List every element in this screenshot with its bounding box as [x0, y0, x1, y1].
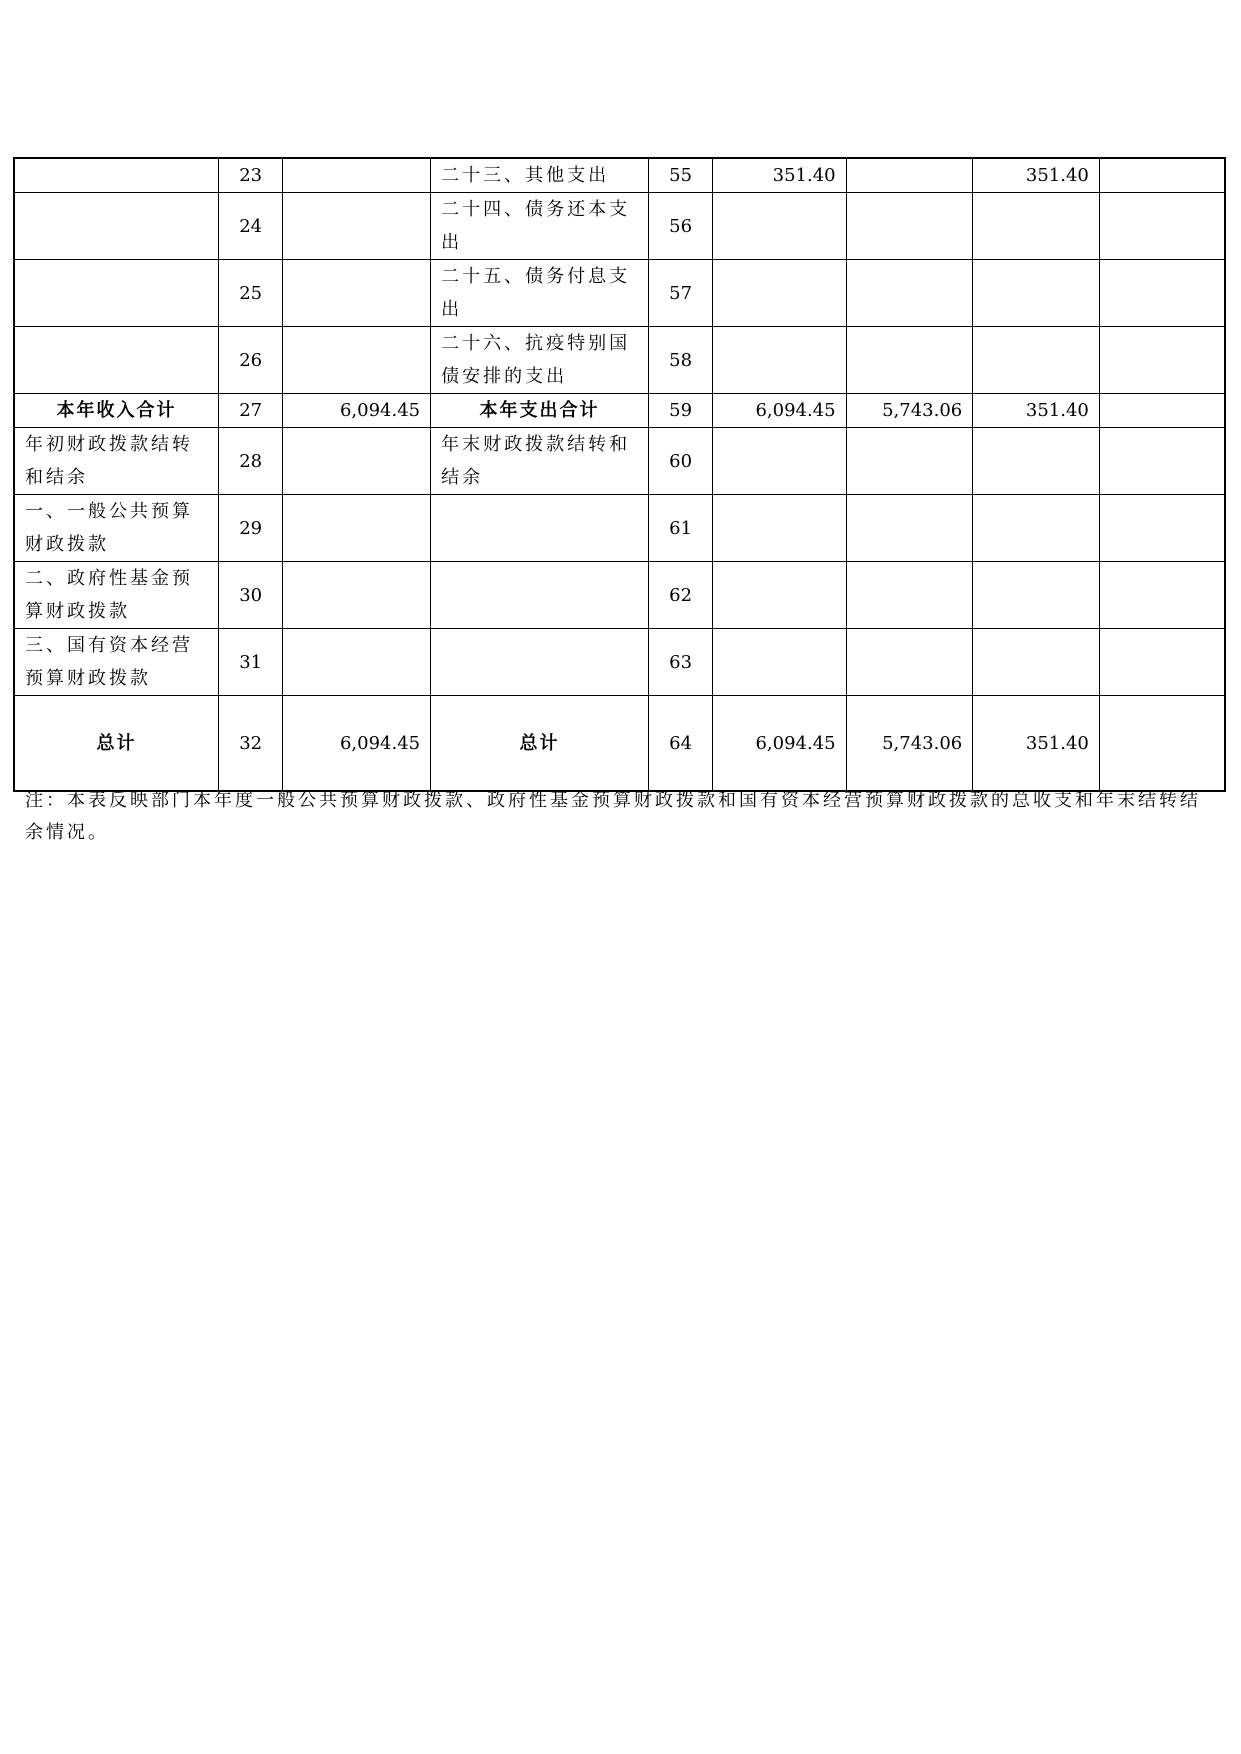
expense-total	[713, 193, 846, 260]
income-line-no: 29	[218, 495, 282, 562]
income-line-no: 25	[218, 260, 282, 327]
expense-fund-budget	[973, 629, 1100, 696]
income-item-cell	[14, 193, 218, 260]
grand-total-income-amount: 6,094.45	[283, 696, 431, 792]
expense-item-cell	[431, 629, 649, 696]
expense-fund-budget	[973, 495, 1100, 562]
expense-general-budget	[846, 562, 973, 629]
expense-total	[713, 327, 846, 394]
expense-fund-budget	[973, 327, 1100, 394]
income-line-no: 28	[218, 428, 282, 495]
grand-total-expense-label: 总计	[431, 696, 649, 792]
income-amount	[283, 428, 431, 495]
expense-general-budget	[846, 260, 973, 327]
expense-fund-budget	[973, 428, 1100, 495]
annual-expense-capital-budget	[1099, 394, 1225, 428]
income-line-no: 27	[218, 394, 282, 428]
expense-item-cell: 年末财政拨款结转和结余	[431, 428, 649, 495]
grand-total-general-budget: 5,743.06	[846, 696, 973, 792]
grand-total-fund-budget: 351.40	[973, 696, 1100, 792]
income-line-no: 23	[218, 158, 282, 193]
table-row	[14, 495, 1225, 562]
income-item-cell: 一、一般公共预算财政拨款	[14, 495, 218, 562]
expense-line-no: 64	[648, 696, 712, 792]
expense-fund-budget	[973, 562, 1100, 629]
income-line-no: 30	[218, 562, 282, 629]
expense-item-cell	[431, 562, 649, 629]
table-footnote: 注：本表反映部门本年度一般公共预算财政拨款、政府性基金预算财政拨款和国有资本经营预算财政拨款的总收支和年末结转结余情况。	[25, 790, 1201, 843]
expense-total	[713, 495, 846, 562]
budget-table-container	[13, 157, 1226, 792]
expense-line-no: 58	[648, 327, 712, 394]
annual-income-total-amount: 6,094.45	[283, 394, 431, 428]
table-row	[14, 327, 1225, 394]
expense-capital-budget	[1099, 327, 1225, 394]
income-item-cell	[14, 327, 218, 394]
annual-expense-total-amount: 6,094.45	[713, 394, 846, 428]
income-item-cell: 二、政府性基金预算财政拨款	[14, 562, 218, 629]
expense-item-cell: 二十四、债务还本支出	[431, 193, 649, 260]
expense-total	[713, 629, 846, 696]
expense-line-no: 61	[648, 495, 712, 562]
expense-capital-budget	[1099, 629, 1225, 696]
income-item-cell: 年初财政拨款结转和结余	[14, 428, 218, 495]
expense-item-cell: 二十六、抗疫特别国债安排的支出	[431, 327, 649, 394]
expense-line-no: 62	[648, 562, 712, 629]
expense-total: 351.40	[713, 158, 846, 193]
expense-total	[713, 260, 846, 327]
income-amount	[283, 158, 431, 193]
grand-total-capital-budget	[1099, 696, 1225, 792]
expense-capital-budget	[1099, 428, 1225, 495]
income-line-no: 26	[218, 327, 282, 394]
expense-fund-budget	[973, 260, 1100, 327]
expense-line-no: 63	[648, 629, 712, 696]
expense-total	[713, 562, 846, 629]
expense-general-budget	[846, 327, 973, 394]
expense-capital-budget	[1099, 158, 1225, 193]
expense-general-budget	[846, 629, 973, 696]
income-line-no: 24	[218, 193, 282, 260]
income-amount	[283, 327, 431, 394]
expense-line-no: 59	[648, 394, 712, 428]
table-row	[14, 193, 1225, 260]
expense-capital-budget	[1099, 562, 1225, 629]
income-amount	[283, 629, 431, 696]
table-row	[14, 158, 1225, 193]
expense-line-no: 55	[648, 158, 712, 193]
table-row-income-expense-totals	[14, 394, 1225, 428]
expense-line-no: 60	[648, 428, 712, 495]
expense-general-budget	[846, 428, 973, 495]
budget-table	[13, 157, 1226, 792]
table-row	[14, 629, 1225, 696]
table-row	[14, 260, 1225, 327]
income-line-no: 32	[218, 696, 282, 792]
grand-total-expense-amount: 6,094.45	[713, 696, 846, 792]
expense-capital-budget	[1099, 260, 1225, 327]
income-amount	[283, 495, 431, 562]
income-item-cell	[14, 158, 218, 193]
table-row	[14, 562, 1225, 629]
expense-item-cell: 二十三、其他支出	[431, 158, 649, 193]
income-amount	[283, 260, 431, 327]
expense-general-budget	[846, 193, 973, 260]
income-amount	[283, 193, 431, 260]
expense-capital-budget	[1099, 193, 1225, 260]
expense-line-no: 56	[648, 193, 712, 260]
income-amount	[283, 562, 431, 629]
income-line-no: 31	[218, 629, 282, 696]
expense-general-budget	[846, 158, 973, 193]
grand-total-income-label: 总计	[14, 696, 218, 792]
table-row-grand-total	[14, 696, 1225, 792]
income-item-cell: 三、国有资本经营预算财政拨款	[14, 629, 218, 696]
income-item-cell	[14, 260, 218, 327]
annual-income-total-label: 本年收入合计	[14, 394, 218, 428]
expense-total	[713, 428, 846, 495]
expense-capital-budget	[1099, 495, 1225, 562]
expense-general-budget	[846, 495, 973, 562]
expense-fund-budget: 351.40	[973, 158, 1100, 193]
expense-line-no: 57	[648, 260, 712, 327]
expense-item-cell: 二十五、债务付息支出	[431, 260, 649, 327]
table-row	[14, 428, 1225, 495]
expense-fund-budget	[973, 193, 1100, 260]
annual-expense-total-label: 本年支出合计	[431, 394, 649, 428]
expense-item-cell	[431, 495, 649, 562]
annual-expense-fund-budget: 351.40	[973, 394, 1100, 428]
annual-expense-general-budget: 5,743.06	[846, 394, 973, 428]
